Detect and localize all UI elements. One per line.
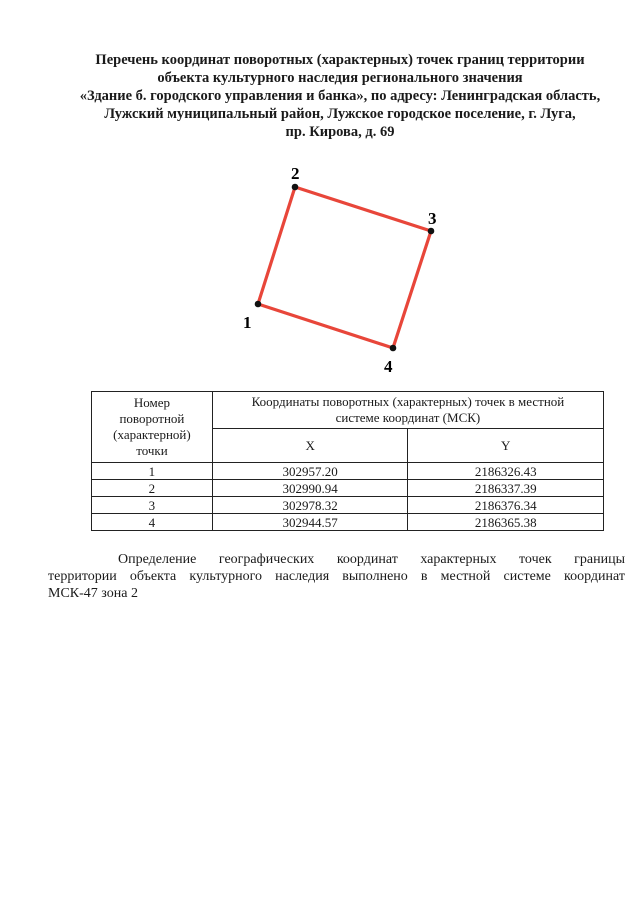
y-cell: 2186326.43 — [408, 463, 604, 480]
header-x: X — [212, 429, 408, 463]
note-line: Определение географических координат характерных точек границы — [118, 552, 625, 567]
point-label-2: 2 — [291, 164, 300, 183]
boundary-point-2 — [292, 184, 299, 191]
document-title — [40, 51, 640, 141]
header-line: Координаты поворотных (характерных) точек в местной — [251, 394, 565, 409]
header-y: Y — [408, 429, 604, 463]
title-line: объекта культурного наследия регионального значения — [157, 70, 523, 86]
header-line: поворотной — [119, 411, 185, 426]
header-line: (характерной) — [113, 427, 191, 442]
point-label-1: 1 — [243, 313, 252, 332]
point-label-3: 3 — [428, 209, 437, 228]
boundary-diagram — [230, 158, 460, 373]
table-row — [92, 514, 604, 531]
boundary-point-3 — [428, 228, 435, 235]
point-number-cell: 1 — [92, 463, 213, 480]
title-line: «Здание б. городского управления и банка», по адресу: Ленинградская область, — [79, 88, 601, 104]
x-cell: 302944.57 — [212, 514, 408, 531]
boundary-point-1 — [255, 301, 262, 308]
header-coordinates — [212, 392, 603, 429]
table-row — [92, 497, 604, 514]
point-number-cell: 2 — [92, 480, 213, 497]
title-line: пр. Кирова, д. 69 — [285, 124, 395, 140]
boundary-point-4 — [390, 345, 397, 352]
table-row — [92, 463, 604, 480]
table-row — [92, 480, 604, 497]
note-line: МСК-47 зона 2 — [48, 586, 138, 601]
y-cell: 2186337.39 — [408, 480, 604, 497]
point-label-4: 4 — [384, 357, 393, 373]
title-line: Лужский муниципальный район, Лужское городское поселение, г. Луга, — [104, 106, 576, 122]
header-line: Номер — [133, 395, 170, 410]
y-cell: 2186376.34 — [408, 497, 604, 514]
title-line: Перечень координат поворотных (характерных) точек границ территории — [95, 52, 585, 68]
header-line: системе координат (МСК) — [335, 410, 481, 425]
y-cell: 2186365.38 — [408, 514, 604, 531]
header-point-number — [92, 392, 213, 463]
x-cell: 302990.94 — [212, 480, 408, 497]
x-cell: 302957.20 — [212, 463, 408, 480]
note-line: территории объекта культурного наследия выполнено в местной системе координат — [48, 569, 625, 584]
point-number-cell: 3 — [92, 497, 213, 514]
boundary-polygon — [258, 187, 431, 348]
note-paragraph — [48, 551, 625, 602]
x-cell: 302978.32 — [212, 497, 408, 514]
header-line: точки — [136, 443, 168, 458]
coordinates-table — [91, 391, 604, 531]
point-number-cell: 4 — [92, 514, 213, 531]
